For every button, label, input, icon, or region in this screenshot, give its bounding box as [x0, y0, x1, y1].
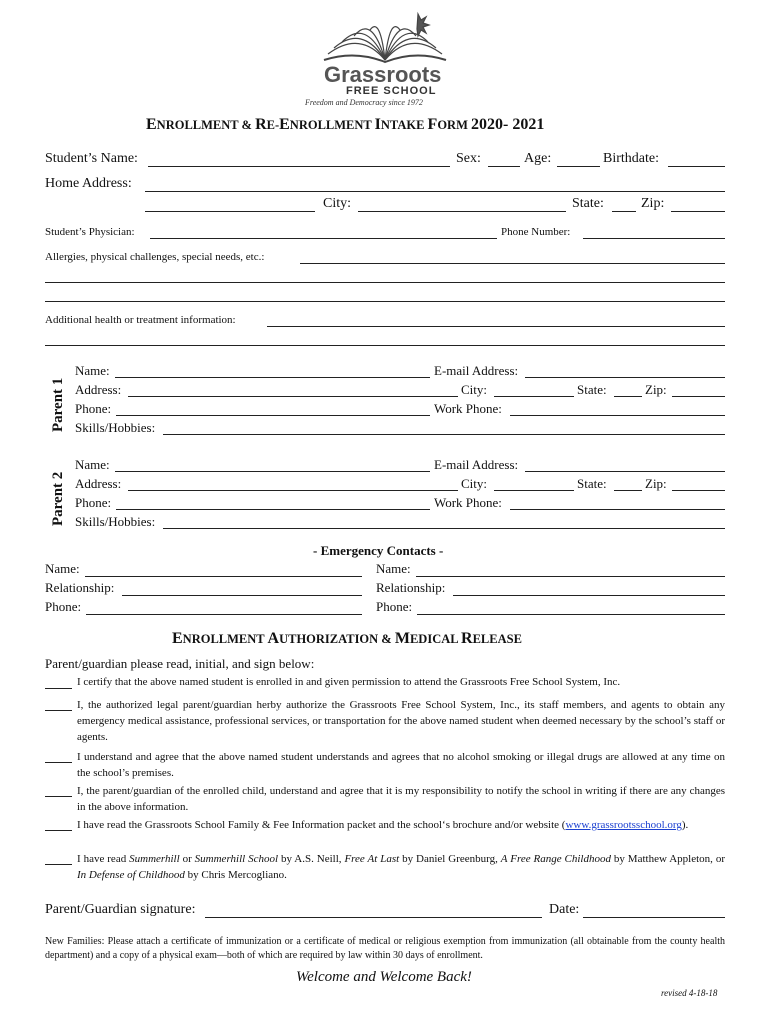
- emergency1-relationship-field[interactable]: [122, 595, 362, 596]
- initial-field-5[interactable]: [45, 830, 72, 831]
- emergency2-phone-field[interactable]: [417, 614, 725, 615]
- date-label: Date:: [549, 902, 580, 917]
- authorization-item-3: I understand and agree that the above named student understands and agrees that no alcohol smoking or illegal drugs are allowed at any time on the school’s premises.: [77, 751, 725, 779]
- birthdate-label: Birthdate:: [603, 151, 659, 166]
- sex-label: Sex:: [456, 151, 481, 166]
- parent1-workphone-label: Work Phone:: [434, 401, 502, 416]
- parent2-city-field[interactable]: [494, 490, 574, 491]
- city-field[interactable]: [358, 211, 566, 212]
- allergies-field[interactable]: [300, 263, 725, 264]
- state-label: State:: [572, 196, 604, 211]
- authorization-item-5: I have read the Grassroots School Family & Fee Information packet and the school‘s brochure and/or website (www.grassrootsschool.org).: [77, 819, 689, 831]
- home-address-field-2[interactable]: [145, 211, 315, 212]
- parent2-email-label: E-mail Address:: [434, 457, 519, 472]
- additional-health-field-2[interactable]: [45, 345, 725, 346]
- parent2-address-label: Address:: [75, 476, 122, 491]
- parent2-state-label: State:: [577, 476, 607, 491]
- home-address-field[interactable]: [145, 191, 725, 192]
- logo-name: Grassroots: [324, 62, 442, 87]
- emergency2-relationship-field[interactable]: [453, 595, 725, 596]
- parent1-skills-label: Skills/Hobbies:: [75, 420, 156, 435]
- emergency1-name-field[interactable]: [85, 576, 362, 577]
- parent1-city-field[interactable]: [494, 396, 574, 397]
- sex-field[interactable]: [488, 166, 520, 167]
- student-name-field[interactable]: [148, 166, 450, 167]
- logo-tagline: Freedom and Democracy since 1972: [305, 98, 423, 107]
- zip-field[interactable]: [671, 211, 725, 212]
- parent1-email-field[interactable]: [525, 377, 725, 378]
- date-field[interactable]: [583, 917, 725, 918]
- parent1-phone-field[interactable]: [116, 415, 430, 416]
- physician-phone-label: Phone Number:: [501, 226, 571, 238]
- physician-label: Student’s Physician:: [45, 226, 135, 238]
- school-logo: [300, 10, 470, 108]
- parent1-phone-label: Phone:: [75, 401, 112, 416]
- authorization-item-1: I certify that the above named student is enrolled in and given permission to attend the Grassroots Free School System, Inc.: [77, 676, 621, 688]
- physician-field[interactable]: [150, 238, 497, 239]
- parent1-workphone-field[interactable]: [510, 415, 725, 416]
- authorization-item-4: I, the parent/guardian of the enrolled child, understand and agree that it is my responsibility to notify the school in writing if there are any changes in the above information.: [77, 785, 725, 813]
- authorization-item-2: I, the authorized legal parent/guardian herby authorize the Grassroots Free School System, Inc., its staff members, and agents to obtain any emergency medical assistance, professional services, or transportation for the above named student when deemed necessary by the school’s staff or agents.: [77, 699, 725, 743]
- emergency2-phone-label: Phone:: [376, 599, 413, 614]
- parent1-state-label: State:: [577, 382, 607, 397]
- emergency1-name-label: Name:: [45, 561, 80, 576]
- parent1-label: Parent 1: [50, 377, 66, 432]
- parent1-skills-field[interactable]: [163, 434, 725, 435]
- authorization-intro: Parent/guardian please read, initial, and sign below:: [45, 656, 315, 671]
- parent1-address-field[interactable]: [128, 396, 458, 397]
- parent2-name-field[interactable]: [115, 471, 430, 472]
- state-field[interactable]: [612, 211, 636, 212]
- additional-health-field[interactable]: [267, 326, 725, 327]
- physician-phone-field[interactable]: [583, 238, 725, 239]
- new-families-note: New Families: Please attach a certificate of immunization or a certificate of medical or religious exemption from immunization (all obtainable from the county health department) and a copy of a physical exam—both of which are required by law within 30 days of enrollment.: [45, 936, 725, 961]
- parent2-phone-field[interactable]: [116, 509, 430, 510]
- home-address-label: Home Address:: [45, 176, 132, 191]
- website-link[interactable]: www.grassrootsschool.org: [565, 819, 682, 831]
- parent2-address-field[interactable]: [128, 490, 458, 491]
- parent2-skills-label: Skills/Hobbies:: [75, 514, 156, 529]
- parent2-zip-label: Zip:: [645, 476, 667, 491]
- additional-health-label: Additional health or treatment information:: [45, 314, 236, 326]
- emergency2-name-label: Name:: [376, 561, 411, 576]
- emergency2-name-field[interactable]: [416, 576, 725, 577]
- zip-label: Zip:: [641, 196, 665, 211]
- initial-field-6[interactable]: [45, 864, 72, 865]
- parent2-name-label: Name:: [75, 457, 110, 472]
- initial-field-3[interactable]: [45, 762, 72, 763]
- city-label: City:: [323, 196, 352, 211]
- logo-subtitle: FREE SCHOOL: [346, 85, 437, 97]
- welcome-message: Welcome and Welcome Back!: [296, 969, 472, 985]
- parent1-email-label: E-mail Address:: [434, 363, 519, 378]
- signature-field[interactable]: [205, 917, 542, 918]
- age-field[interactable]: [557, 166, 600, 167]
- age-label: Age:: [524, 151, 552, 166]
- parent2-skills-field[interactable]: [163, 528, 725, 529]
- parent2-city-label: City:: [461, 476, 488, 491]
- student-name-label: Student’s Name:: [45, 151, 138, 166]
- parent1-address-label: Address:: [75, 382, 122, 397]
- parent2-email-field[interactable]: [525, 471, 725, 472]
- parent2-workphone-label: Work Phone:: [434, 495, 502, 510]
- parent2-state-field[interactable]: [614, 490, 642, 491]
- emergency1-phone-field[interactable]: [86, 614, 362, 615]
- parent1-name-field[interactable]: [115, 377, 430, 378]
- form-title: ENROLLMENT & RE-ENROLLMENT INTAKE FORM 2020- 2021: [146, 116, 545, 133]
- authorization-heading: ENROLLMENT AUTHORIZATION & MEDICAL RELEASE: [172, 630, 522, 647]
- parent1-state-field[interactable]: [614, 396, 642, 397]
- open-book-icon: [320, 10, 450, 65]
- allergies-label: Allergies, physical challenges, special needs, etc.:: [45, 251, 265, 263]
- initial-field-1[interactable]: [45, 688, 72, 689]
- initial-field-4[interactable]: [45, 796, 72, 797]
- allergies-field-3[interactable]: [45, 301, 725, 302]
- allergies-field-2[interactable]: [45, 282, 725, 283]
- initial-field-2[interactable]: [45, 710, 72, 711]
- parent2-zip-field[interactable]: [672, 490, 725, 491]
- emergency-heading: - Emergency Contacts -: [313, 543, 444, 558]
- revised-date: revised 4-18-18: [661, 988, 718, 998]
- parent1-zip-field[interactable]: [672, 396, 725, 397]
- emergency1-relationship-label: Relationship:: [45, 580, 115, 595]
- emergency1-phone-label: Phone:: [45, 599, 82, 614]
- authorization-item-6: I have read Summerhill or Summerhill School by A.S. Neill, Free At Last by Daniel Greenburg, A Free Range Childhood by Matthew Appleton, or In Defense of Childhood by Chris Mercogliano.: [77, 853, 725, 881]
- parent1-name-label: Name:: [75, 363, 110, 378]
- birthdate-field[interactable]: [668, 166, 725, 167]
- parent2-phone-label: Phone:: [75, 495, 112, 510]
- parent2-workphone-field[interactable]: [510, 509, 725, 510]
- emergency2-relationship-label: Relationship:: [376, 580, 446, 595]
- parent2-label: Parent 2: [50, 471, 66, 526]
- parent1-zip-label: Zip:: [645, 382, 667, 397]
- parent1-city-label: City:: [461, 382, 488, 397]
- signature-label: Parent/Guardian signature:: [45, 902, 196, 917]
